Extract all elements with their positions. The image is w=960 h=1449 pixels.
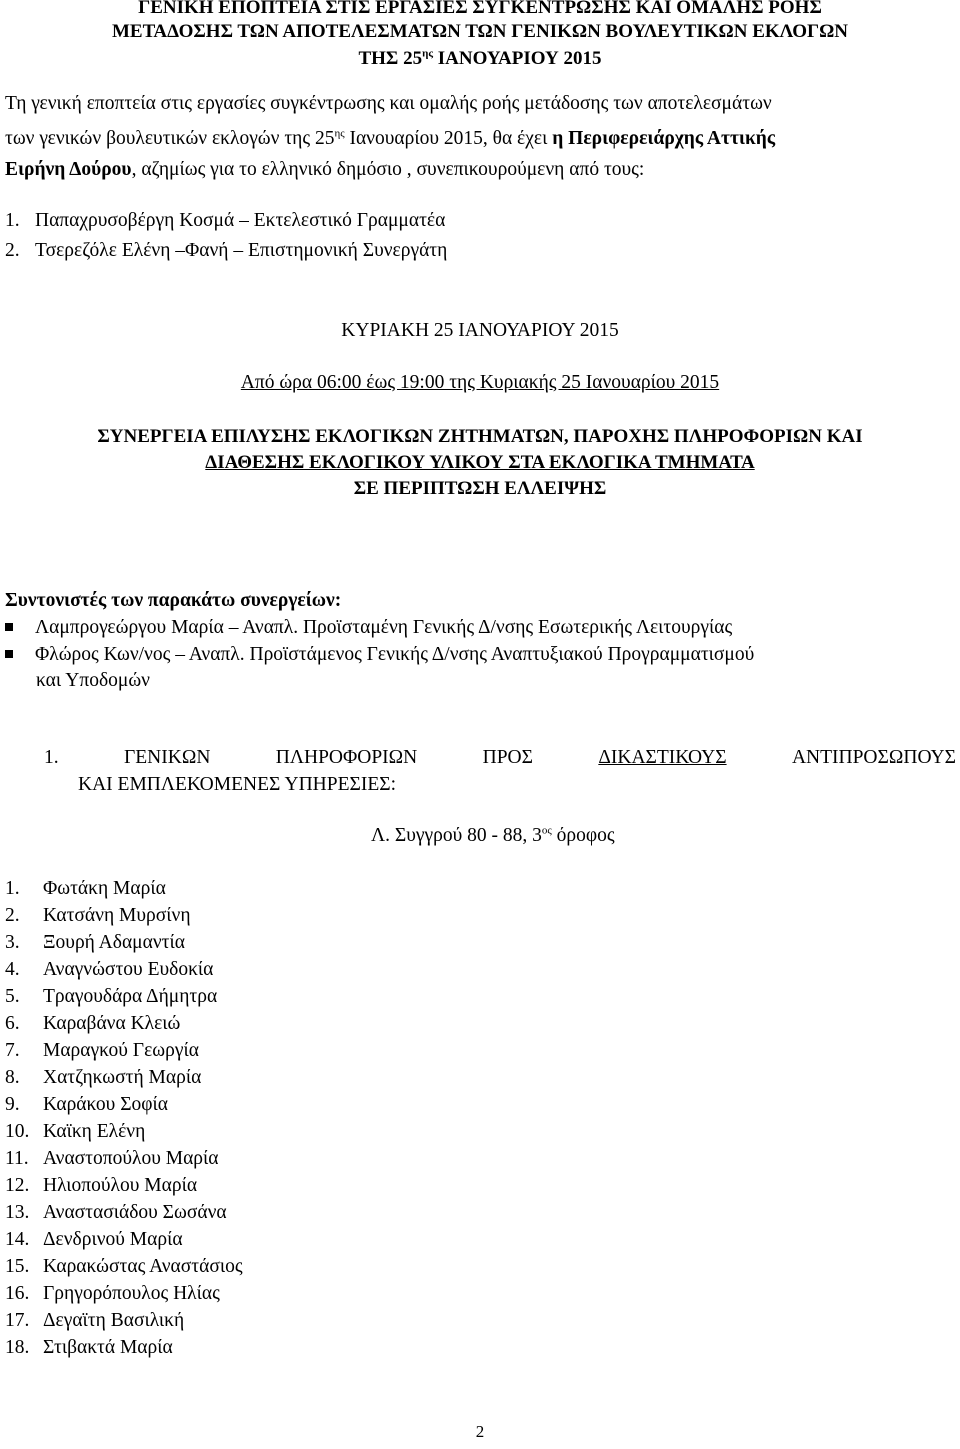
list-item: 15. Καρακώστας Αναστάσιος <box>5 1256 243 1277</box>
list-item: 11. Αναστοπούλου Μαρία <box>5 1148 219 1169</box>
list-item: 7. Μαραγκού Γεωργία <box>5 1040 199 1061</box>
list-item: 2. Κατσάνη Μυρσίνη <box>5 905 191 926</box>
crews-title-line-2: ΔΙΑΘΕΣΗΣ ΕΚΛΟΓΙΚΟΥ ΥΛΙΚΟΥ ΣΤΑ ΕΚΛΟΓΙΚΑ ΤΜΗΜΑΤΑ <box>205 452 755 473</box>
list-item: 3. Ξουρή Αδαμαντία <box>5 932 185 953</box>
bullet-icon <box>5 623 13 631</box>
coordinator-item: Φλώρος Κων/νος – Αναπλ. Προϊστάμενος Γενικής Δ/νσης Αναπτυξιακού Προγραμματισμού <box>5 643 754 667</box>
intro-line-3: Ειρήνη Δούρου, αζημίως για το ελληνικό δημόσιο , συνεπικουρούμενη από τους: <box>5 159 645 180</box>
heading-line-2: ΜΕΤΑΔΟΣΗΣ ΤΩΝ ΑΠΟΤΕΛΕΣΜΑΤΩΝ ΤΩΝ ΓΕΝΙΚΩΝ ΒΟΥΛΕΥΤΙΚΩΝ ΕΚΛΟΓΩΝ <box>111 21 849 42</box>
list-item: 12. Ηλιοπούλου Μαρία <box>5 1175 198 1196</box>
heading-line-3: ΤΗΣ $25^{\eta\varsigma}$ ΙΑΝΟΥΑΡΙΟΥ 2015 <box>358 47 602 69</box>
coordinator-item-continuation: και Υποδομών <box>36 670 150 691</box>
list-item: 18. Στιβακτά Μαρία <box>5 1337 173 1358</box>
list-item: 4. Αναγνώστου Ευδοκία <box>5 959 214 980</box>
crews-title-line-1: ΣΥΝΕΡΓΕΙΑ ΕΠΙΛΥΣΗΣ ΕΚΛΟΓΙΚΩΝ ΖΗΤΗΜΑΤΩΝ, ΠΑΡΟΧΗΣ ΠΛΗΡΟΦΟΡΙΩΝ ΚΑΙ <box>97 426 863 447</box>
list-item: 10. Καϊκη Ελένη <box>5 1121 146 1142</box>
intro-line-2: των γενικών βουλευτικών εκλογών της $25^{\eta\varsigma}$ Ιανουαρίου 2015, θα έχει η Περιφερειάρχης Αττικής <box>5 127 776 149</box>
crews-title-line-3: ΣΕ ΠΕΡΙΠΤΩΣΗ ΕΛΛΕΙΨΗΣ <box>353 478 607 499</box>
list-item: 14. Δενδρινού Μαρία <box>5 1229 183 1250</box>
section1-title-line-2: ΚΑΙ ΕΜΠΛΕΚΟΜΕΝΕΣ ΥΠΗΡΕΣΙΕΣ: <box>78 774 397 795</box>
page-number: 2 <box>475 1422 485 1441</box>
section1-address: Λ. Συγγρού 80 - 88, $3^{o\varsigma}$ όροφος <box>371 824 615 846</box>
list-item: 6. Καραβάνα Κλειώ <box>5 1013 181 1034</box>
intro-line-1: Τη γενική εποπτεία στις εργασίες συγκέντρωσης και ομαλής ροής μετάδοσης των αποτελεσμάτων <box>5 93 772 114</box>
list-item: 9. Καράκου Σοφία <box>5 1094 169 1115</box>
list-item: 8. Χατζηκωστή Μαρία <box>5 1067 202 1088</box>
date-title: ΚΥΡΙΑΚΗ 25 ΙΑΝΟΥΑΡΙΟΥ 2015 <box>341 320 619 341</box>
section1-title-line-1: 1. ΓΕΝΙΚΩΝ ΠΛΗΡΟΦΟΡΙΩΝ ΠΡΟΣ ΔΙΚΑΣΤΙΚΟΥΣ ΑΝΤΙΠΡΟΣΩΠΟΥΣ <box>44 747 956 768</box>
coordinator-item: Λαμπρογεώργου Μαρία – Αναπλ. Προϊσταμένη Γενικής Δ/νσης Εσωτερικής Λειτουργίας <box>5 616 732 640</box>
bullet-icon <box>5 650 13 658</box>
assistant-item: 2. Τσερεζόλε Ελένη –Φανή – Επιστημονική Συνεργάτη <box>5 240 448 261</box>
staff-list <box>5 875 243 1361</box>
time-line: Από ώρα 06:00 έως 19:00 της Κυριακής 25 Ιανουαρίου 2015 <box>240 372 720 393</box>
assistant-item: 1. Παπαχρυσοβέργη Κοσμά – Εκτελεστικό Γραμματέα <box>5 210 446 231</box>
list-item: 16. Γρηγορόπουλος Ηλίας <box>5 1283 220 1304</box>
coordinators-title: Συντονιστές των παρακάτω συνεργείων: <box>5 590 342 611</box>
list-item: 13. Αναστασιάδου Σωσάνα <box>5 1202 227 1223</box>
list-item: 1. Φωτάκη Μαρία <box>5 878 166 899</box>
list-item: 17. Δεγαϊτη Βασιλική <box>5 1310 185 1331</box>
heading-line-1: ΓΕΝΙΚΗ ΕΠΟΠΤΕΙΑ ΣΤΙΣ ΕΡΓΑΣΙΕΣ ΣΥΓΚΕΝΤΡΩΣΗΣ ΚΑΙ ΟΜΑΛΗΣ ΡΟΗΣ <box>138 0 822 18</box>
list-item: 5. Τραγουδάρα Δήμητρα <box>5 986 218 1007</box>
